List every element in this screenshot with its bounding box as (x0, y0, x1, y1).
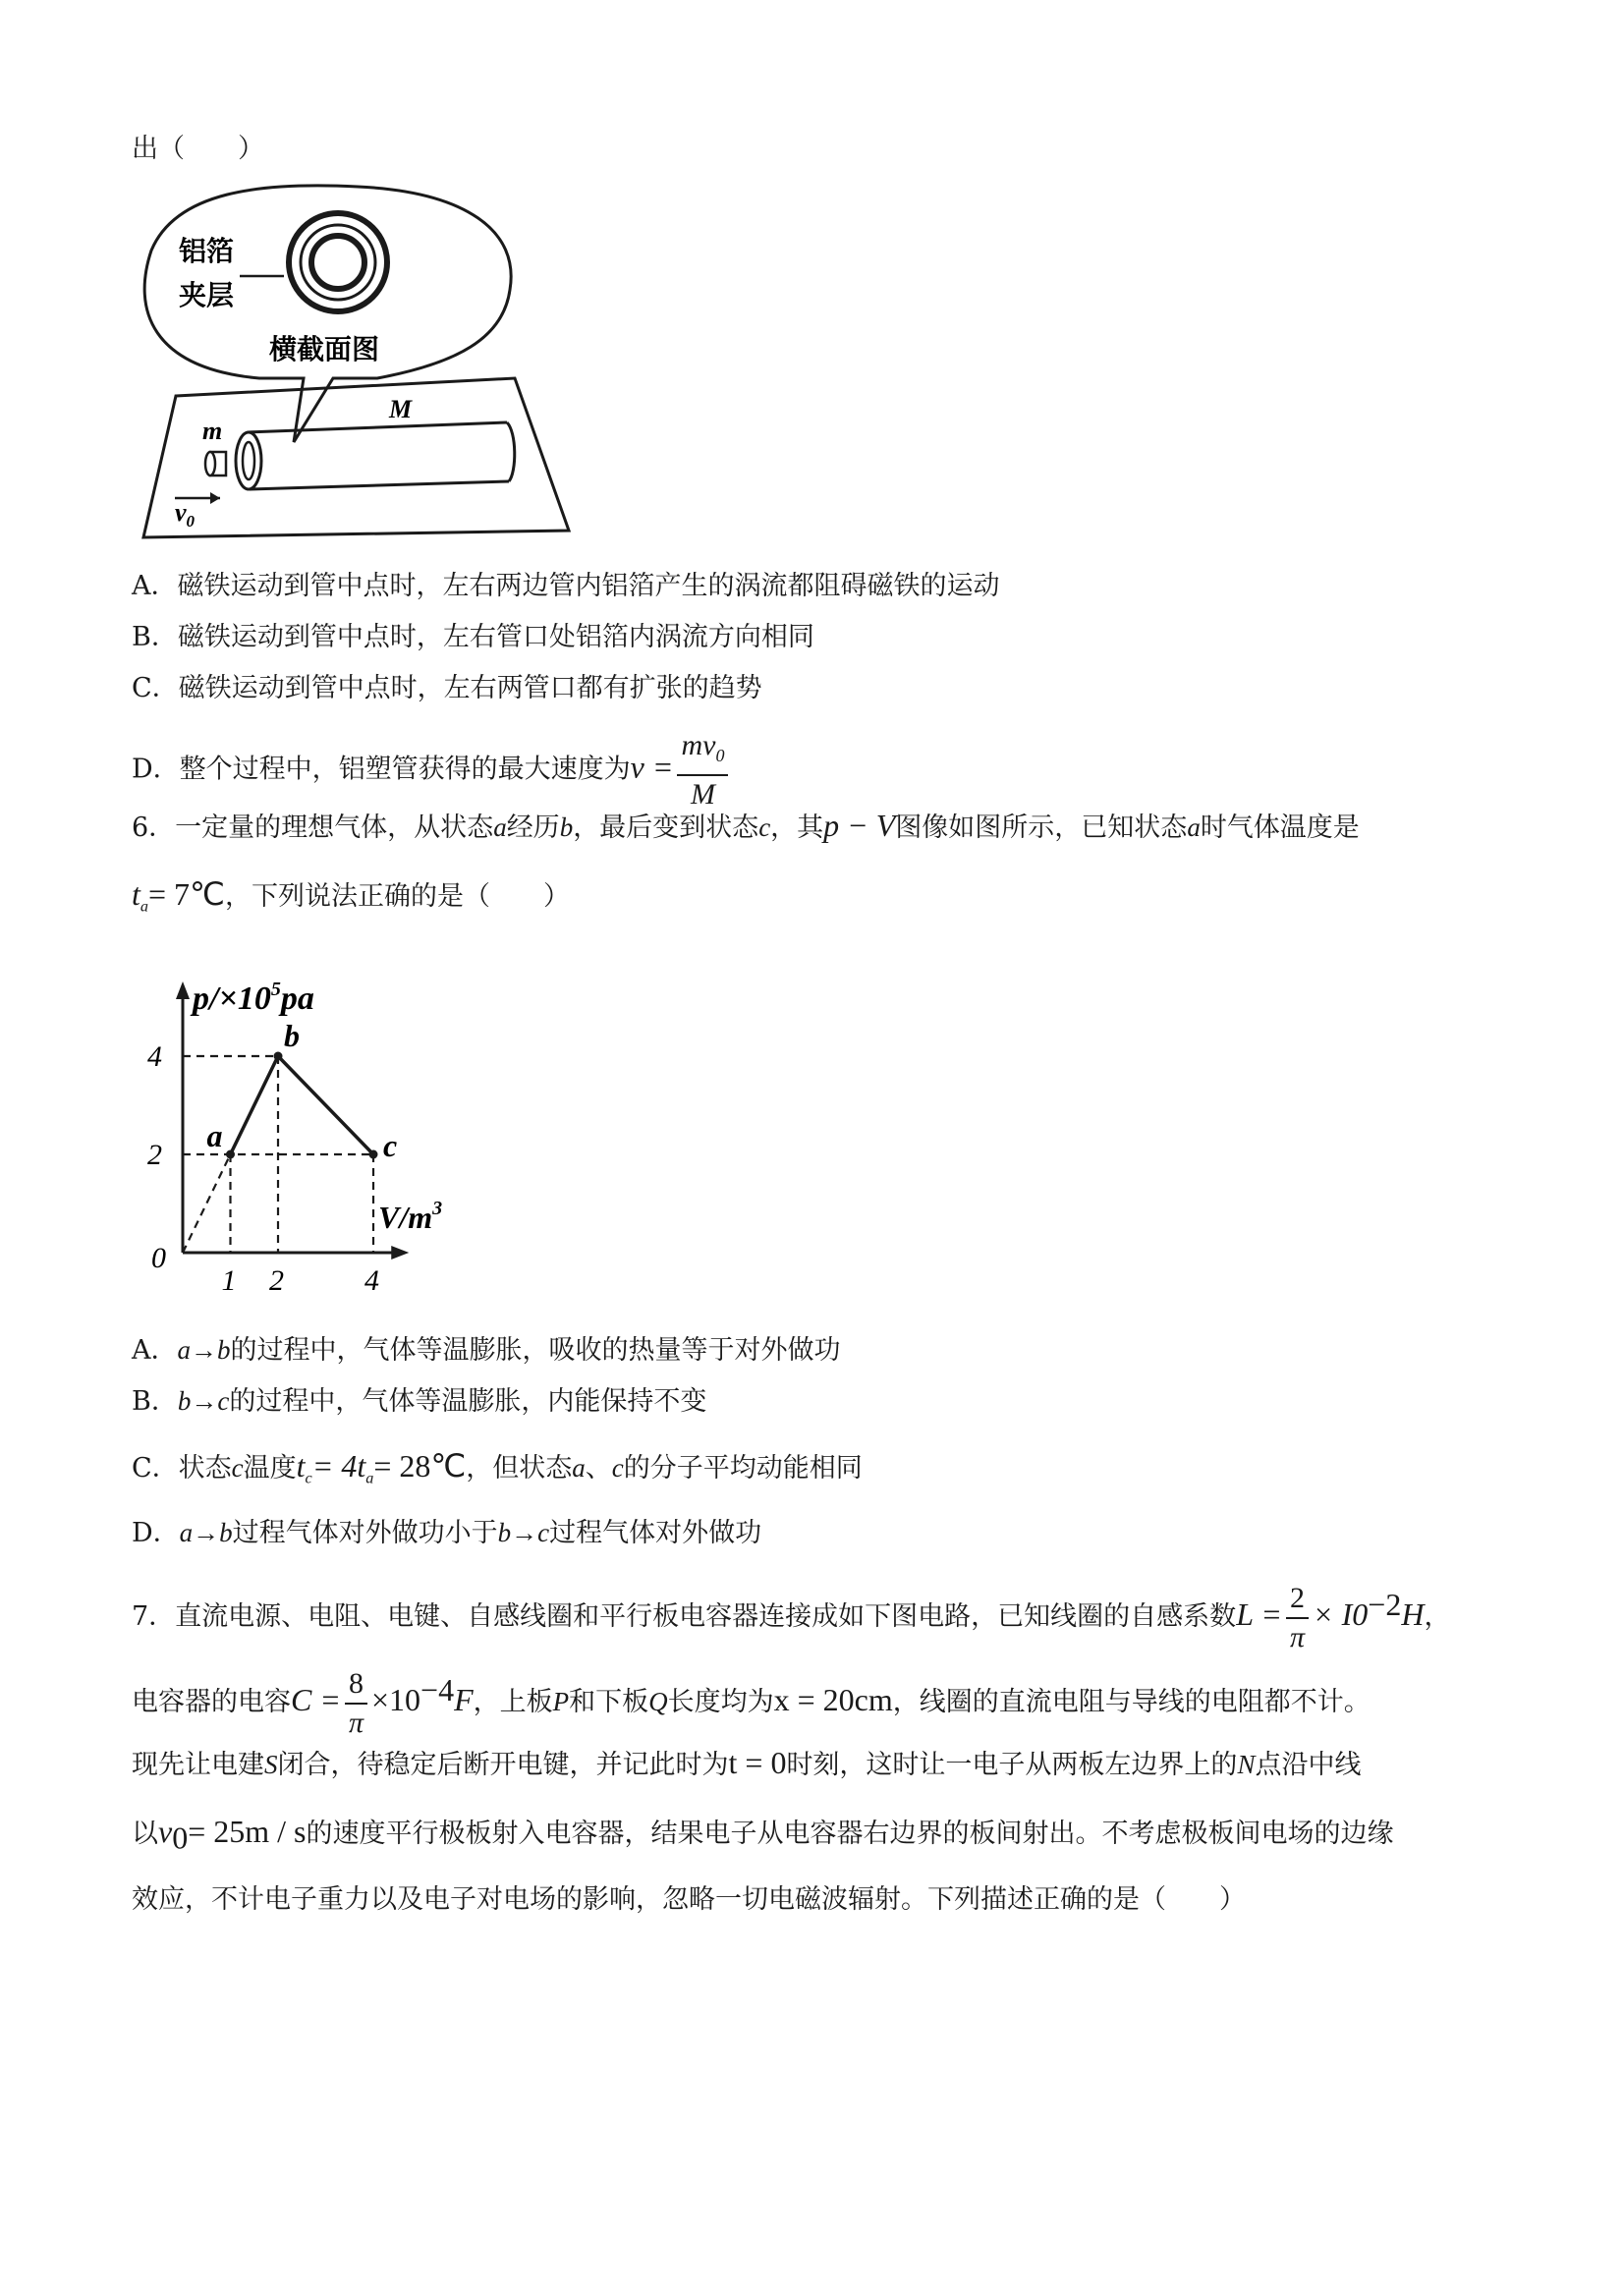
x-tick-label: 1 (221, 1264, 237, 1297)
question-fragment: 出（ ） (132, 134, 264, 164)
state-label-a: a (206, 1118, 223, 1153)
q5-option-c: C．磁铁运动到管中点时，左右两管口都有扩张的趋势 (132, 673, 762, 703)
aluminum-plastic-tube (236, 422, 515, 489)
x-axis-arrow (391, 1246, 409, 1260)
q7-line3: 现先让电建S闭合，待稳定后断开电键，并记此时为t = 0时刻，这时让一电子从两板左边界上的N点沿中线 (132, 1745, 1362, 1780)
q6-option-b: B．b→c的过程中，气体等温膨胀，内能保持不变 (132, 1386, 707, 1417)
state-label-c: c (383, 1128, 398, 1163)
q6-option-a: A．a→b的过程中，气体等温膨胀，吸收的热量等于对外做功 (132, 1335, 841, 1366)
q7-line1: 7．直流电源、电阻、电键、自感线圈和平行板电容器连接成如下图电路，已知线圈的自感系数L = $\frac{2}{\pi}$ × $I0^{-2}H$， (132, 1581, 1451, 1653)
q5-figure (132, 182, 584, 545)
guide-origin-to-a (183, 1154, 231, 1253)
x-axis-label: $V/m^3$ (378, 1198, 443, 1235)
label-layer: 夹层 (179, 281, 235, 311)
y-tick-label: 2 (147, 1139, 162, 1171)
tube-cross-section-icon (289, 213, 387, 311)
y-tick-label: 4 (147, 1040, 162, 1073)
q6-stem-line2: $t_a=$ 7℃，下列说法正确的是（ ） (132, 876, 570, 916)
q6-option-d: D．a→b过程气体对外做功小于b→c过程气体对外做功 (132, 1518, 762, 1548)
q7-line5: 效应，不计电子重力以及电子对电场的影响，忽略一切电磁波辐射。下列描述正确的是（ ） (132, 1884, 1246, 1915)
state-point-b (274, 1052, 283, 1061)
process-b-to-c (278, 1056, 373, 1154)
q5-option-b: B．磁铁运动到管中点时，左右管口处铝箔内涡流方向相同 (132, 622, 814, 652)
state-label-b: b (284, 1018, 300, 1053)
state-point-c (369, 1150, 378, 1159)
q7-line4: 以$v_0= 25m / s$的速度平行极板射入电容器，结果电子从电容器右边界的板间射出。不考虑极板间电场的边缘 (132, 1814, 1394, 1856)
magnet-icon (205, 452, 226, 476)
q6-stem-line1: 6．一定量的理想气体，从状态a经历b，最后变到状态c，其p − V图像如图所示，已知状态a时气体温度是 (132, 808, 1360, 843)
origin-label: 0 (151, 1242, 166, 1274)
x-tick-label: 4 (364, 1264, 379, 1297)
pv-chart (138, 968, 462, 1297)
x-tick-label: 2 (269, 1264, 284, 1297)
label-M: M (389, 395, 413, 423)
q6-option-c: C．状态c温度$t_c= 4t_a=$ 28℃，但状态a、c的分子平均动能相同 (132, 1448, 863, 1487)
y-axis-label: $p/\times 10^5pa$ (193, 979, 314, 1017)
label-v0: $v_0$ (175, 498, 196, 531)
label-m: m (202, 417, 223, 445)
q5-fraction: $\frac{mv_0}{M}$ (677, 727, 728, 813)
q7-line2: 电容器的电容C = $\frac{8}{\pi}$ $\times 10^{-4}F$，上板P和下板Q长度均为x = 20cm，线圈的直流电阻与导线的电阻都不计。 (132, 1666, 1371, 1739)
state-point-a (226, 1150, 235, 1159)
label-section: 横截面图 (269, 335, 380, 365)
speech-bubble (144, 186, 511, 442)
q5-option-d: D．整个过程中，铝塑管获得的最大速度为v = $\frac{mv_0}{M}$ (132, 727, 732, 813)
q5-option-a: A．磁铁运动到管中点时，左右两边管内铝箔产生的涡流都阻碍磁铁的运动 (132, 571, 1000, 601)
y-axis-arrow (176, 981, 190, 999)
process-a-to-b (231, 1056, 279, 1154)
label-foil: 铝箔 (179, 237, 235, 267)
